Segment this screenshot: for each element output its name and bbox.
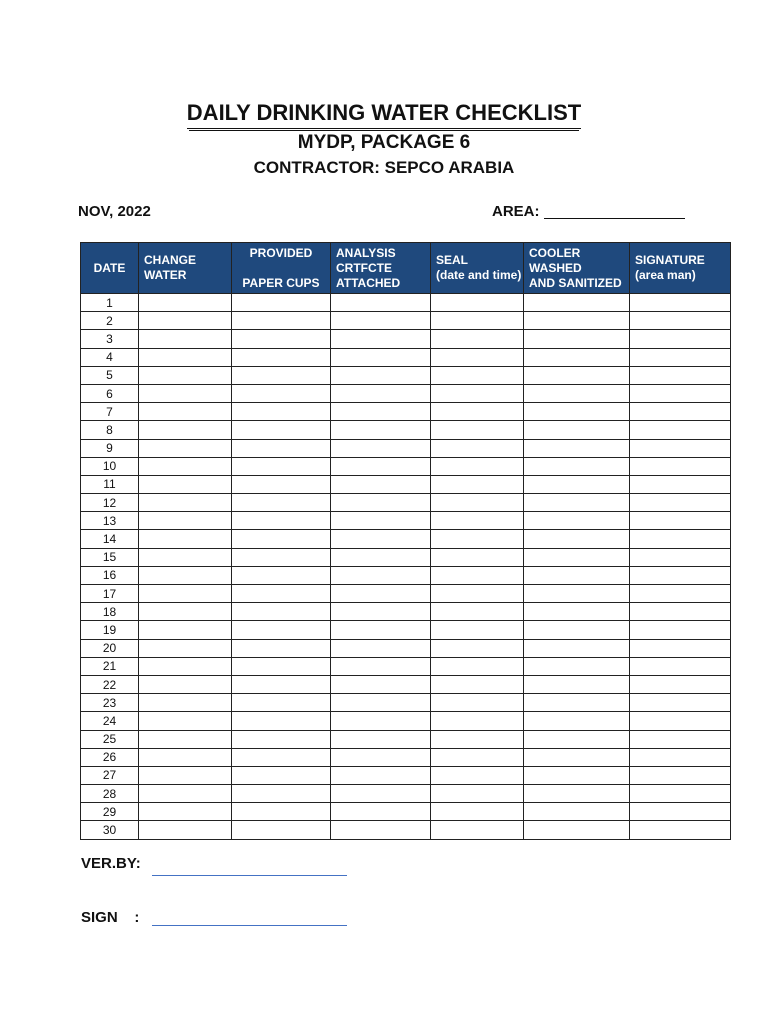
change-water-cell[interactable] bbox=[139, 785, 232, 803]
paper-cups-cell[interactable] bbox=[232, 675, 331, 693]
signature-cell[interactable] bbox=[630, 421, 731, 439]
paper-cups-cell[interactable] bbox=[232, 421, 331, 439]
analysis-certificate-cell[interactable] bbox=[331, 312, 431, 330]
paper-cups-cell[interactable] bbox=[232, 566, 331, 584]
paper-cups-cell[interactable] bbox=[232, 785, 331, 803]
paper-cups-cell[interactable] bbox=[232, 530, 331, 548]
cooler-washed-cell[interactable] bbox=[524, 512, 630, 530]
table-row bbox=[81, 348, 731, 366]
signature-cell[interactable] bbox=[630, 730, 731, 748]
signature-cell[interactable] bbox=[630, 384, 731, 402]
table-row bbox=[81, 748, 731, 766]
checklist-table bbox=[80, 242, 731, 840]
analysis-certificate-cell[interactable] bbox=[331, 785, 431, 803]
paper-cups-cell[interactable] bbox=[232, 657, 331, 675]
change-water-cell[interactable] bbox=[139, 566, 232, 584]
change-water-cell[interactable] bbox=[139, 585, 232, 603]
cooler-washed-cell[interactable] bbox=[524, 475, 630, 493]
change-water-cell[interactable] bbox=[139, 712, 232, 730]
column-header-signature: SIGNATURE (area man) bbox=[630, 243, 731, 294]
seal-cell[interactable] bbox=[431, 694, 524, 712]
change-water-cell[interactable] bbox=[139, 603, 232, 621]
analysis-certificate-cell[interactable] bbox=[331, 803, 431, 821]
table-row bbox=[81, 621, 731, 639]
table-row bbox=[81, 585, 731, 603]
day-number: 24 bbox=[81, 712, 139, 730]
seal-cell[interactable] bbox=[431, 348, 524, 366]
table-body bbox=[81, 294, 731, 840]
change-water-cell[interactable] bbox=[139, 457, 232, 475]
seal-cell[interactable] bbox=[431, 330, 524, 348]
cooler-washed-cell[interactable] bbox=[524, 530, 630, 548]
paper-cups-cell[interactable] bbox=[232, 803, 331, 821]
day-number: 1 bbox=[81, 294, 139, 312]
paper-cups-cell[interactable] bbox=[232, 748, 331, 766]
seal-cell[interactable] bbox=[431, 457, 524, 475]
change-water-cell[interactable] bbox=[139, 512, 232, 530]
day-number: 5 bbox=[81, 366, 139, 384]
signature-cell[interactable] bbox=[630, 621, 731, 639]
signature-cell[interactable] bbox=[630, 294, 731, 312]
paper-cups-cell[interactable] bbox=[232, 330, 331, 348]
paper-cups-cell[interactable] bbox=[232, 621, 331, 639]
day-number: 13 bbox=[81, 512, 139, 530]
sign-label: SIGN : bbox=[81, 909, 140, 926]
cooler-washed-cell[interactable] bbox=[524, 330, 630, 348]
change-water-cell[interactable] bbox=[139, 330, 232, 348]
change-water-cell[interactable] bbox=[139, 639, 232, 657]
signature-cell[interactable] bbox=[630, 748, 731, 766]
document-title bbox=[0, 100, 768, 129]
day-number: 14 bbox=[81, 530, 139, 548]
cooler-washed-cell[interactable] bbox=[524, 494, 630, 512]
change-water-cell[interactable] bbox=[139, 821, 232, 839]
change-water-cell[interactable] bbox=[139, 366, 232, 384]
analysis-certificate-cell[interactable] bbox=[331, 330, 431, 348]
signature-cell[interactable] bbox=[630, 712, 731, 730]
analysis-certificate-cell[interactable] bbox=[331, 494, 431, 512]
analysis-certificate-cell[interactable] bbox=[331, 530, 431, 548]
analysis-certificate-cell[interactable] bbox=[331, 730, 431, 748]
change-water-cell[interactable] bbox=[139, 621, 232, 639]
table-row bbox=[81, 785, 731, 803]
analysis-certificate-cell[interactable] bbox=[331, 766, 431, 784]
analysis-certificate-cell[interactable] bbox=[331, 294, 431, 312]
cooler-washed-cell[interactable] bbox=[524, 621, 630, 639]
day-number: 20 bbox=[81, 639, 139, 657]
analysis-certificate-cell[interactable] bbox=[331, 657, 431, 675]
cooler-washed-cell[interactable] bbox=[524, 384, 630, 402]
seal-cell[interactable] bbox=[431, 439, 524, 457]
cooler-washed-cell[interactable] bbox=[524, 730, 630, 748]
table-row bbox=[81, 694, 731, 712]
analysis-certificate-cell[interactable] bbox=[331, 548, 431, 566]
seal-cell[interactable] bbox=[431, 384, 524, 402]
paper-cups-cell[interactable] bbox=[232, 694, 331, 712]
table-row bbox=[81, 712, 731, 730]
cooler-washed-cell[interactable] bbox=[524, 312, 630, 330]
table-row bbox=[81, 494, 731, 512]
cooler-washed-cell[interactable] bbox=[524, 566, 630, 584]
table-row bbox=[81, 457, 731, 475]
cooler-washed-cell[interactable] bbox=[524, 457, 630, 475]
sign-line[interactable] bbox=[152, 925, 347, 926]
cooler-washed-cell[interactable] bbox=[524, 603, 630, 621]
signature-cell[interactable] bbox=[630, 457, 731, 475]
table-row bbox=[81, 330, 731, 348]
signature-cell[interactable] bbox=[630, 366, 731, 384]
table-row bbox=[81, 639, 731, 657]
day-number: 11 bbox=[81, 475, 139, 493]
signature-cell[interactable] bbox=[630, 821, 731, 839]
signature-cell[interactable] bbox=[630, 766, 731, 784]
change-water-cell[interactable] bbox=[139, 675, 232, 693]
document-title-text: DAILY DRINKING WATER CHECKLIST bbox=[187, 100, 581, 129]
paper-cups-cell[interactable] bbox=[232, 439, 331, 457]
day-number: 8 bbox=[81, 421, 139, 439]
analysis-certificate-cell[interactable] bbox=[331, 821, 431, 839]
day-number: 2 bbox=[81, 312, 139, 330]
change-water-cell[interactable] bbox=[139, 748, 232, 766]
day-number: 6 bbox=[81, 384, 139, 402]
seal-cell[interactable] bbox=[431, 421, 524, 439]
day-number: 4 bbox=[81, 348, 139, 366]
table-row bbox=[81, 475, 731, 493]
paper-cups-cell[interactable] bbox=[232, 294, 331, 312]
day-number: 3 bbox=[81, 330, 139, 348]
change-water-cell[interactable] bbox=[139, 548, 232, 566]
change-water-cell[interactable] bbox=[139, 730, 232, 748]
paper-cups-cell[interactable] bbox=[232, 712, 331, 730]
seal-cell[interactable] bbox=[431, 494, 524, 512]
signature-cell[interactable] bbox=[630, 312, 731, 330]
change-water-cell[interactable] bbox=[139, 530, 232, 548]
seal-cell[interactable] bbox=[431, 639, 524, 657]
change-water-cell[interactable] bbox=[139, 294, 232, 312]
table-row bbox=[81, 821, 731, 839]
cooler-washed-cell[interactable] bbox=[524, 803, 630, 821]
table-row bbox=[81, 548, 731, 566]
seal-cell[interactable] bbox=[431, 512, 524, 530]
change-water-cell[interactable] bbox=[139, 439, 232, 457]
column-header-analysis-certificate: ANALYSIS CRTFCTE ATTACHED bbox=[331, 243, 431, 294]
seal-cell[interactable] bbox=[431, 712, 524, 730]
change-water-cell[interactable] bbox=[139, 803, 232, 821]
table-row bbox=[81, 439, 731, 457]
analysis-certificate-cell[interactable] bbox=[331, 421, 431, 439]
change-water-cell[interactable] bbox=[139, 384, 232, 402]
paper-cups-cell[interactable] bbox=[232, 512, 331, 530]
analysis-certificate-cell[interactable] bbox=[331, 675, 431, 693]
analysis-certificate-cell[interactable] bbox=[331, 585, 431, 603]
day-number: 15 bbox=[81, 548, 139, 566]
day-number: 27 bbox=[81, 766, 139, 784]
paper-cups-cell[interactable] bbox=[232, 494, 331, 512]
analysis-certificate-cell[interactable] bbox=[331, 748, 431, 766]
cooler-washed-cell[interactable] bbox=[524, 421, 630, 439]
day-number: 25 bbox=[81, 730, 139, 748]
column-header-date: DATE bbox=[81, 243, 139, 294]
day-number: 26 bbox=[81, 748, 139, 766]
signature-cell[interactable] bbox=[630, 675, 731, 693]
analysis-certificate-cell[interactable] bbox=[331, 566, 431, 584]
cooler-washed-cell[interactable] bbox=[524, 748, 630, 766]
analysis-certificate-cell[interactable] bbox=[331, 621, 431, 639]
seal-cell[interactable] bbox=[431, 403, 524, 421]
seal-cell[interactable] bbox=[431, 675, 524, 693]
seal-cell[interactable] bbox=[431, 657, 524, 675]
paper-cups-cell[interactable] bbox=[232, 457, 331, 475]
day-number: 30 bbox=[81, 821, 139, 839]
analysis-certificate-cell[interactable] bbox=[331, 712, 431, 730]
paper-cups-cell[interactable] bbox=[232, 403, 331, 421]
paper-cups-cell[interactable] bbox=[232, 548, 331, 566]
signature-cell[interactable] bbox=[630, 348, 731, 366]
seal-cell[interactable] bbox=[431, 585, 524, 603]
column-header-paper-cups: PROVIDED PAPER CUPS bbox=[232, 243, 331, 294]
table-row bbox=[81, 512, 731, 530]
column-header-change-water: CHANGE WATER bbox=[139, 243, 232, 294]
signature-cell[interactable] bbox=[630, 785, 731, 803]
table-row bbox=[81, 566, 731, 584]
change-water-cell[interactable] bbox=[139, 312, 232, 330]
signature-cell[interactable] bbox=[630, 657, 731, 675]
signature-cell[interactable] bbox=[630, 475, 731, 493]
signature-cell[interactable] bbox=[630, 639, 731, 657]
seal-cell[interactable] bbox=[431, 312, 524, 330]
cooler-washed-cell[interactable] bbox=[524, 294, 630, 312]
signature-cell[interactable] bbox=[630, 694, 731, 712]
cooler-washed-cell[interactable] bbox=[524, 766, 630, 784]
seal-cell[interactable] bbox=[431, 730, 524, 748]
signature-cell[interactable] bbox=[630, 494, 731, 512]
table-row bbox=[81, 312, 731, 330]
table-row bbox=[81, 366, 731, 384]
analysis-certificate-cell[interactable] bbox=[331, 475, 431, 493]
table-row bbox=[81, 766, 731, 784]
day-number: 18 bbox=[81, 603, 139, 621]
month-year: NOV, 2022 bbox=[78, 203, 151, 220]
document-subtitle: MYDP, PACKAGE 6 bbox=[297, 132, 471, 153]
analysis-certificate-cell[interactable] bbox=[331, 439, 431, 457]
table-row bbox=[81, 384, 731, 402]
seal-cell[interactable] bbox=[431, 748, 524, 766]
seal-cell[interactable] bbox=[431, 366, 524, 384]
seal-cell[interactable] bbox=[431, 785, 524, 803]
table-row bbox=[81, 530, 731, 548]
cooler-washed-cell[interactable] bbox=[524, 785, 630, 803]
cooler-washed-cell[interactable] bbox=[524, 403, 630, 421]
seal-cell[interactable] bbox=[431, 766, 524, 784]
analysis-certificate-cell[interactable] bbox=[331, 694, 431, 712]
table-row bbox=[81, 294, 731, 312]
signature-cell[interactable] bbox=[630, 585, 731, 603]
cooler-washed-cell[interactable] bbox=[524, 348, 630, 366]
table-row bbox=[81, 403, 731, 421]
seal-cell[interactable] bbox=[431, 821, 524, 839]
verified-by-line[interactable] bbox=[152, 875, 347, 876]
seal-cell[interactable] bbox=[431, 621, 524, 639]
paper-cups-cell[interactable] bbox=[232, 348, 331, 366]
day-number: 28 bbox=[81, 785, 139, 803]
day-number: 7 bbox=[81, 403, 139, 421]
seal-cell[interactable] bbox=[431, 566, 524, 584]
day-number: 12 bbox=[81, 494, 139, 512]
table-row bbox=[81, 657, 731, 675]
change-water-cell[interactable] bbox=[139, 766, 232, 784]
table-header-row bbox=[81, 243, 731, 294]
seal-cell[interactable] bbox=[431, 294, 524, 312]
cooler-washed-cell[interactable] bbox=[524, 548, 630, 566]
signature-cell[interactable] bbox=[630, 548, 731, 566]
signature-cell[interactable] bbox=[630, 330, 731, 348]
day-number: 22 bbox=[81, 675, 139, 693]
cooler-washed-cell[interactable] bbox=[524, 821, 630, 839]
paper-cups-cell[interactable] bbox=[232, 585, 331, 603]
change-water-cell[interactable] bbox=[139, 403, 232, 421]
cooler-washed-cell[interactable] bbox=[524, 639, 630, 657]
cooler-washed-cell[interactable] bbox=[524, 657, 630, 675]
paper-cups-cell[interactable] bbox=[232, 312, 331, 330]
day-number: 29 bbox=[81, 803, 139, 821]
seal-cell[interactable] bbox=[431, 803, 524, 821]
area-input-line[interactable] bbox=[544, 218, 685, 219]
table-row bbox=[81, 803, 731, 821]
paper-cups-cell[interactable] bbox=[232, 366, 331, 384]
day-number: 16 bbox=[81, 566, 139, 584]
change-water-cell[interactable] bbox=[139, 475, 232, 493]
signature-cell[interactable] bbox=[630, 603, 731, 621]
day-number: 17 bbox=[81, 585, 139, 603]
cooler-washed-cell[interactable] bbox=[524, 694, 630, 712]
day-number: 21 bbox=[81, 657, 139, 675]
cooler-washed-cell[interactable] bbox=[524, 712, 630, 730]
paper-cups-cell[interactable] bbox=[232, 603, 331, 621]
signature-cell[interactable] bbox=[630, 803, 731, 821]
area-label: AREA: bbox=[492, 203, 540, 220]
paper-cups-cell[interactable] bbox=[232, 384, 331, 402]
contractor-line: CONTRACTOR: SEPCO ARABIA bbox=[253, 158, 515, 177]
signature-cell[interactable] bbox=[630, 403, 731, 421]
table-row bbox=[81, 421, 731, 439]
analysis-certificate-cell[interactable] bbox=[331, 348, 431, 366]
paper-cups-cell[interactable] bbox=[232, 821, 331, 839]
signature-cell[interactable] bbox=[630, 530, 731, 548]
analysis-certificate-cell[interactable] bbox=[331, 457, 431, 475]
seal-cell[interactable] bbox=[431, 475, 524, 493]
day-number: 19 bbox=[81, 621, 139, 639]
cooler-washed-cell[interactable] bbox=[524, 585, 630, 603]
change-water-cell[interactable] bbox=[139, 421, 232, 439]
column-header-seal: SEAL (date and time) bbox=[431, 243, 524, 294]
column-header-cooler-washed: COOLER WASHED AND SANITIZED bbox=[524, 243, 630, 294]
analysis-certificate-cell[interactable] bbox=[331, 512, 431, 530]
change-water-cell[interactable] bbox=[139, 348, 232, 366]
table-row bbox=[81, 603, 731, 621]
signature-cell[interactable] bbox=[630, 566, 731, 584]
day-number: 10 bbox=[81, 457, 139, 475]
paper-cups-cell[interactable] bbox=[232, 475, 331, 493]
analysis-certificate-cell[interactable] bbox=[331, 639, 431, 657]
signature-cell[interactable] bbox=[630, 512, 731, 530]
paper-cups-cell[interactable] bbox=[232, 766, 331, 784]
analysis-certificate-cell[interactable] bbox=[331, 384, 431, 402]
change-water-cell[interactable] bbox=[139, 657, 232, 675]
signature-cell[interactable] bbox=[630, 439, 731, 457]
seal-cell[interactable] bbox=[431, 530, 524, 548]
change-water-cell[interactable] bbox=[139, 694, 232, 712]
analysis-certificate-cell[interactable] bbox=[331, 403, 431, 421]
cooler-washed-cell[interactable] bbox=[524, 439, 630, 457]
change-water-cell[interactable] bbox=[139, 494, 232, 512]
paper-cups-cell[interactable] bbox=[232, 730, 331, 748]
seal-cell[interactable] bbox=[431, 603, 524, 621]
paper-cups-cell[interactable] bbox=[232, 639, 331, 657]
cooler-washed-cell[interactable] bbox=[524, 366, 630, 384]
day-number: 23 bbox=[81, 694, 139, 712]
table-row bbox=[81, 675, 731, 693]
analysis-certificate-cell[interactable] bbox=[331, 366, 431, 384]
cooler-washed-cell[interactable] bbox=[524, 675, 630, 693]
analysis-certificate-cell[interactable] bbox=[331, 603, 431, 621]
table-row bbox=[81, 730, 731, 748]
day-number: 9 bbox=[81, 439, 139, 457]
verified-by-label: VER.BY: bbox=[81, 855, 141, 872]
seal-cell[interactable] bbox=[431, 548, 524, 566]
